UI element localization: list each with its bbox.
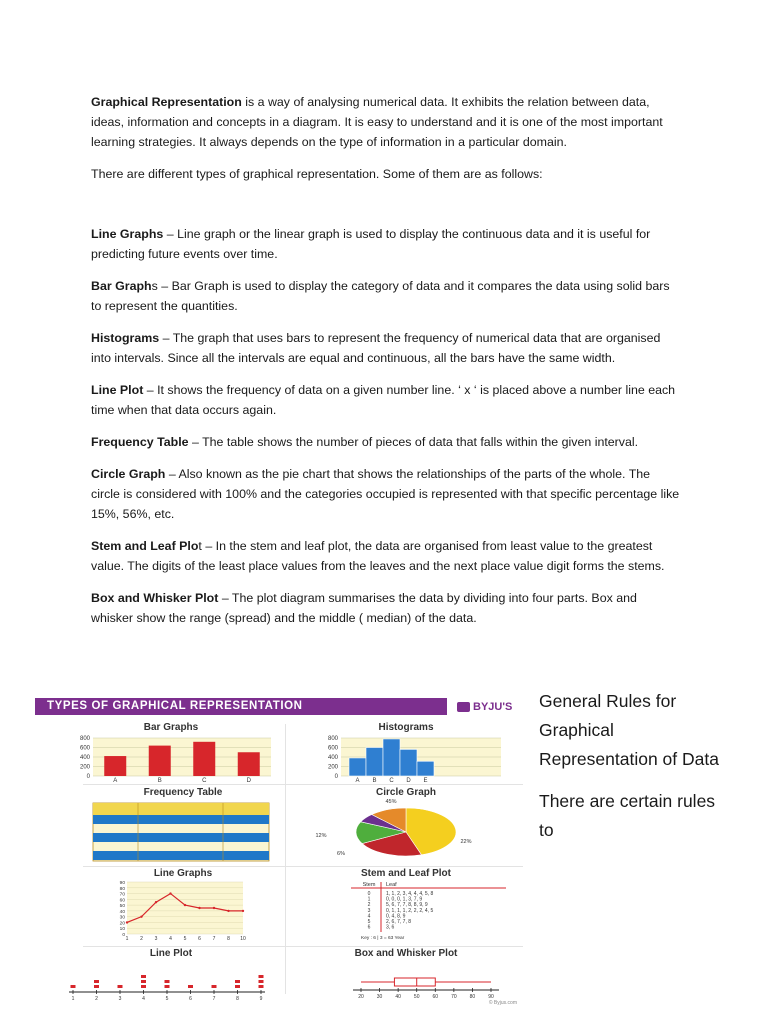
x-tick-label: 1 bbox=[71, 996, 75, 1002]
pie-label: 45% bbox=[385, 799, 397, 805]
divider bbox=[83, 866, 523, 867]
x-tick-label: 8 bbox=[236, 996, 239, 1002]
x-tick-label: 4 bbox=[169, 936, 172, 942]
plot-mark bbox=[141, 980, 146, 983]
leaf-values: 0, 1, 1, 1, 2, 2, 2, 4, 5 bbox=[386, 907, 434, 914]
plot-mark bbox=[141, 985, 146, 988]
stem-value: 0 bbox=[367, 891, 371, 897]
data-point bbox=[227, 910, 229, 912]
data-point bbox=[184, 904, 186, 906]
sidebar-body: There are certain rules to bbox=[539, 791, 716, 840]
x-tick-label: 7 bbox=[212, 936, 216, 942]
y-tick-label: 600 bbox=[79, 745, 90, 752]
x-tick-label: 3 bbox=[118, 996, 122, 1002]
bar bbox=[149, 746, 171, 776]
histogram-bar bbox=[349, 758, 366, 776]
circle-graph-chart bbox=[291, 798, 521, 864]
data-point bbox=[242, 910, 244, 912]
graphical-representation-infographic bbox=[33, 696, 523, 1008]
plot-area bbox=[127, 882, 243, 934]
definition-term: Bar Graph bbox=[91, 279, 152, 293]
y-tick-label: 800 bbox=[79, 736, 90, 742]
histogram-bar bbox=[383, 739, 400, 776]
plot-mark bbox=[71, 985, 76, 988]
histogram-panel bbox=[291, 722, 521, 782]
definition-frequency-table bbox=[91, 432, 681, 452]
frequency-table-title: Frequency Table bbox=[143, 787, 223, 798]
intro-paragraph bbox=[91, 92, 681, 152]
x-tick-label: 40 bbox=[395, 994, 401, 1000]
frequency-table-graphic bbox=[83, 800, 283, 864]
y-tick-label: 0 bbox=[334, 774, 338, 780]
x-tick-label: 30 bbox=[376, 994, 383, 1000]
definition-term-suffix: s bbox=[151, 279, 158, 293]
definition-histograms bbox=[91, 328, 681, 368]
bar-graph-title: Bar Graphs bbox=[143, 722, 199, 733]
data-point bbox=[140, 915, 142, 917]
stem-header: Stem bbox=[362, 882, 376, 888]
histogram-bar bbox=[400, 749, 417, 776]
data-point bbox=[169, 892, 171, 894]
bar bbox=[193, 742, 215, 776]
pie-label: 6% bbox=[337, 851, 345, 857]
leaf-values: 0, 0, 0, 1, 3, 7, 9 bbox=[386, 896, 423, 903]
y-tick-label: 50 bbox=[119, 904, 125, 910]
y-tick-label: 30 bbox=[119, 915, 125, 921]
leaf-values: 1, 1, 2, 3, 4, 4, 4, 5, 8 bbox=[386, 891, 434, 897]
y-tick-label: 10 bbox=[119, 927, 125, 933]
bar bbox=[104, 756, 126, 776]
stem-leaf-panel bbox=[291, 868, 521, 944]
box-whisker-title: Box and Whisker Plot bbox=[354, 948, 458, 959]
y-tick-label: 400 bbox=[79, 755, 90, 761]
definition-text: – It shows the frequency of data on a given number line. ‘ x ‘ is placed above a number line each time when that data occurs again. bbox=[91, 383, 676, 417]
x-tick-label: 9 bbox=[259, 996, 263, 1002]
x-tick-label: C bbox=[202, 778, 207, 782]
leaf-values: 3, 6 bbox=[386, 924, 395, 931]
x-tick-label: A bbox=[113, 778, 118, 782]
data-point bbox=[198, 907, 200, 909]
plot-mark bbox=[259, 980, 264, 983]
definition-text: – In the stem and leaf plot, the data are organised from least value to the greatest value. The digits of the least place values from the leaves and the next place value digit forms the stems. bbox=[91, 539, 665, 573]
box-whisker-panel bbox=[291, 948, 521, 1006]
definition-term-suffix: t bbox=[198, 539, 202, 553]
definition-circle-graph bbox=[91, 464, 681, 524]
stem-value: 2 bbox=[367, 902, 371, 909]
types-intro: There are different types of graphical representation. Some of them are as follows: bbox=[91, 167, 543, 181]
definition-term: Circle Graph bbox=[91, 467, 166, 481]
x-tick-label: 60 bbox=[432, 994, 439, 1000]
y-tick-label: 20 bbox=[119, 921, 125, 927]
data-point bbox=[213, 907, 215, 909]
histogram-bar bbox=[417, 761, 434, 776]
x-tick-label: 6 bbox=[189, 996, 192, 1002]
plot-mark bbox=[165, 985, 170, 988]
divider bbox=[83, 946, 523, 947]
plot-mark bbox=[94, 980, 99, 983]
intro-term: Graphical Representation bbox=[91, 95, 242, 109]
line-graph-title: Line Graphs bbox=[153, 868, 213, 879]
plot-mark bbox=[259, 985, 264, 988]
x-tick-label: 2 bbox=[140, 936, 143, 942]
y-tick-label: 70 bbox=[119, 892, 125, 898]
definition-term: Box and Whisker Plot bbox=[91, 591, 219, 605]
histogram-title: Histograms bbox=[378, 722, 434, 733]
circle-graph-panel bbox=[291, 786, 521, 864]
logo-text: BYJU'S bbox=[473, 701, 513, 713]
sidebar-heading: General Rules for Graphical Representation of Data bbox=[539, 691, 719, 769]
y-tick-label: 400 bbox=[327, 755, 338, 761]
bar-graph-panel bbox=[61, 722, 281, 782]
definition-bar-graphs bbox=[91, 276, 681, 316]
x-tick-label: 8 bbox=[227, 936, 230, 942]
leaf-values: 5, 6, 7, 7, 8, 8, 9, 9 bbox=[386, 902, 428, 909]
x-tick-label: B bbox=[157, 778, 162, 782]
stem-value: 1 bbox=[367, 896, 371, 903]
x-tick-label: 2 bbox=[95, 996, 98, 1002]
stem-value: 5 bbox=[367, 919, 371, 925]
data-point bbox=[155, 901, 157, 903]
x-tick-label: 7 bbox=[212, 996, 216, 1002]
stem-leaf-title: Stem and Leaf Plot bbox=[360, 868, 451, 879]
x-tick-label: B bbox=[372, 778, 377, 782]
y-tick-label: 40 bbox=[119, 909, 125, 915]
definition-term: Histograms bbox=[91, 331, 160, 345]
x-tick-label: 1 bbox=[125, 936, 129, 942]
divider bbox=[285, 724, 286, 994]
y-tick-label: 200 bbox=[79, 764, 90, 771]
stem-leaf-graphic bbox=[291, 878, 521, 944]
line-plot-chart bbox=[61, 958, 281, 1006]
y-tick-label: 0 bbox=[122, 933, 125, 938]
x-tick-label: 6 bbox=[198, 936, 201, 942]
x-tick-label: 5 bbox=[183, 936, 187, 942]
definition-term: Line Plot bbox=[91, 383, 144, 397]
article-body bbox=[91, 92, 681, 640]
x-tick-label: D bbox=[406, 778, 411, 782]
stem-value: 6 bbox=[367, 924, 371, 931]
plot-mark bbox=[212, 985, 217, 988]
logo-mark-icon bbox=[457, 702, 470, 712]
x-tick-label: 5 bbox=[165, 996, 169, 1002]
y-tick-label: 0 bbox=[86, 774, 90, 780]
x-tick-label: E bbox=[423, 778, 428, 782]
infographic-credit: © Byjus.com bbox=[488, 1000, 517, 1006]
definition-text: – The plot diagram summarises the data by dividing into four parts. Box and whisker show the range (spread) and the middle ( median) of the data. bbox=[91, 591, 637, 625]
box-whisker-chart bbox=[291, 958, 521, 1006]
leaf-header: Leaf bbox=[386, 882, 397, 888]
x-tick-label: 10 bbox=[240, 936, 246, 942]
line-graph-panel bbox=[83, 868, 283, 944]
x-tick-label: 20 bbox=[358, 994, 364, 1000]
x-tick-label: C bbox=[389, 778, 394, 782]
y-tick-label: 600 bbox=[327, 745, 338, 752]
sidebar-column bbox=[539, 687, 719, 858]
stem-leaf-key: Key : 6 | 3 = 63 Year bbox=[361, 936, 405, 941]
plot-mark bbox=[165, 980, 170, 983]
y-tick-label: 800 bbox=[327, 736, 338, 742]
definition-term: Frequency Table bbox=[91, 435, 189, 449]
definition-term: Line Graphs bbox=[91, 227, 164, 241]
definition-box-whisker bbox=[91, 588, 681, 628]
byjus-logo bbox=[457, 700, 512, 714]
divider bbox=[83, 784, 523, 785]
x-tick-label: 90 bbox=[488, 994, 494, 1000]
definition-text: – The graph that uses bars to represent the frequency of numerical data that are organised into intervals. Since all the intervals are equal and continuous, all the bars have the same width. bbox=[91, 331, 661, 365]
y-tick-label: 90 bbox=[119, 881, 125, 886]
definition-line-plot bbox=[91, 380, 681, 420]
x-tick-label: 4 bbox=[142, 996, 145, 1002]
x-tick-label: 70 bbox=[451, 994, 457, 1000]
stem-value: 4 bbox=[367, 913, 371, 920]
definition-stem-leaf bbox=[91, 536, 681, 576]
line-plot-panel bbox=[61, 948, 281, 1006]
pie-label: 12% bbox=[315, 833, 327, 839]
histogram-chart bbox=[291, 732, 521, 782]
bar bbox=[238, 752, 260, 776]
x-tick-label: 80 bbox=[469, 994, 476, 1000]
x-tick-label: A bbox=[355, 778, 360, 782]
plot-mark bbox=[259, 975, 264, 978]
y-tick-label: 200 bbox=[327, 764, 338, 771]
bar-graph-chart bbox=[61, 732, 281, 782]
box bbox=[394, 978, 435, 986]
stem-value: 3 bbox=[367, 907, 371, 914]
definition-term: Stem and Leaf Plo bbox=[91, 539, 199, 553]
line-graph-chart bbox=[83, 878, 283, 944]
plot-mark bbox=[235, 985, 240, 988]
leaf-values: 0, 4, 8, 9 bbox=[386, 913, 406, 920]
circle-graph-title: Circle Graph bbox=[375, 787, 437, 798]
definition-text: – Line graph or the linear graph is used to display the continuous data and it is useful for predicting future events over time. bbox=[91, 227, 651, 261]
infographic-header: TYPES OF GRAPHICAL REPRESENTATION bbox=[35, 698, 447, 715]
x-tick-label: 3 bbox=[154, 936, 158, 942]
frequency-table-panel bbox=[83, 786, 283, 864]
x-tick-label: 50 bbox=[413, 994, 420, 1000]
pie-label: 22% bbox=[460, 839, 472, 845]
definition-text: – The table shows the number of pieces of data that falls within the given interval. bbox=[188, 435, 639, 449]
plot-mark bbox=[118, 985, 123, 988]
y-tick-label: 60 bbox=[119, 898, 125, 904]
definition-line-graphs bbox=[91, 224, 681, 264]
plot-mark bbox=[235, 980, 240, 983]
histogram-bar bbox=[366, 748, 383, 777]
leaf-values: 2, 6, 7, 7, 8 bbox=[386, 919, 412, 925]
x-tick-label: D bbox=[246, 778, 251, 782]
plot-mark bbox=[94, 985, 99, 988]
data-point bbox=[126, 921, 128, 923]
line-plot-title: Line Plot bbox=[149, 948, 193, 959]
definition-text: – Bar Graph is used to display the category of data and it compares the data using solid bars to represent the quantities. bbox=[91, 279, 670, 313]
plot-mark bbox=[188, 985, 193, 988]
definition-text: – Also known as the pie chart that shows the relationships of the parts of the whole. The circle is considered with 100% and the categories occupied is represented with that specific percentage like 15%, 56%, etc. bbox=[91, 467, 680, 521]
intro-text: is a way of analysing numerical data. It exhibits the relation between data, ideas, information and concepts in a diagram. It is easy to understand and it is one of the most important learning strategies. It always depends on the type of information in a particular domain. bbox=[91, 95, 663, 149]
plot-mark bbox=[141, 975, 146, 978]
y-tick-label: 80 bbox=[119, 886, 125, 892]
